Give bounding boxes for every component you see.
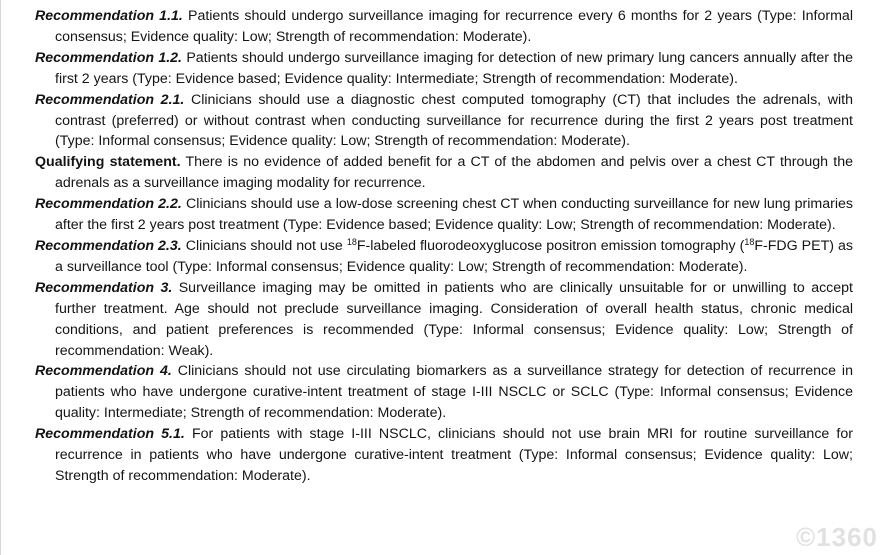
recommendation-2-1	[35, 90, 853, 153]
recommendation-text: Patients should undergo surveillance imaging for recurrence every 6 months for 2 years (Type: Informal consensus; Evidence quality: Low; Strength of recommendation: Moderate).	[55, 8, 853, 45]
recommendation-4	[35, 361, 853, 424]
recommendation-2-2	[35, 194, 853, 236]
recommendation-5-1	[35, 424, 853, 487]
recommendation-label: Recommendation 5.1.	[35, 426, 185, 443]
watermark-logo: ©1360	[796, 522, 878, 552]
recommendation-text: Clinicians should use a diagnostic chest computed tomography (CT) that includes the adrenals, with contrast (preferred) or without contrast when conducting surveillance for recurrence during the first 2 years post treatment (Type: Informal consensus; Evidence quality: Low; Strength of recommendation: Moderate).	[55, 91, 853, 150]
qualifying-statement-label: Qualifying statement.	[35, 154, 181, 171]
recommendation-text: Clinicians should not use circulating biomarkers as a surveillance strategy for detection of recurrence in patients who have undergone curative-intent treatment of stage I-III NSCLC or SCLC (Type: Informal consensus; Evidence quality: Intermediate; Strength of recommendation: Moderate).	[55, 363, 853, 422]
isotope-superscript: 18	[346, 236, 357, 247]
recommendation-1-1	[35, 6, 853, 48]
recommendation-2-3	[35, 236, 853, 278]
recommendation-1-2	[35, 48, 853, 90]
recommendation-list	[35, 6, 853, 487]
recommendation-label: Recommendation 1.2.	[35, 49, 182, 66]
recommendation-text: Surveillance imaging may be omitted in patients who are clinically unsuitable for or unwilling to accept further treatment. Age should not preclude surveillance imaging. Consideration of overall health status, chronic medical conditions, and patient preferences is recommended (Type: Informal consensus; Evidence quality: Low; Strength of recommendation: Weak).	[55, 279, 853, 359]
isotope-superscript: 18	[744, 236, 755, 247]
recommendation-text-part: F-labeled fluorodeoxyglucose positron emission tomography (	[356, 237, 745, 254]
recommendation-3	[35, 278, 853, 362]
recommendation-label: Recommendation 2.3.	[35, 237, 182, 254]
recommendation-label: Recommendation 2.1.	[35, 91, 185, 108]
recommendation-label: Recommendation 4.	[35, 363, 172, 380]
qualifying-statement-text: There is no evidence of added benefit for a CT of the abdomen and pelvis over a chest CT through the adrenals as a surveillance imaging modality for recurrence.	[55, 154, 853, 192]
recommendation-label: Recommendation 1.1.	[35, 8, 183, 24]
qualifying-statement	[35, 152, 853, 194]
recommendation-text: Clinicians should use a low-dose screening chest CT when conducting surveillance for new lung primaries after the first 2 years post treatment (Type: Evidence based; Evidence quality: Low; Strength of recommendation: Moderate).	[55, 196, 853, 234]
recommendation-text-part: Clinicians should not use	[185, 237, 347, 254]
recommendation-text: For patients with stage I-III NSCLC, clinicians should not use brain MRI for routine surveillance for recurrence in patients who have undergone curative-intent treatment (Type: Informal consensus; Evidence quality: Low; Strength of recommendation: Moderate).	[55, 426, 853, 484]
recommendation-text: Patients should undergo surveillance imaging for detection of new primary lung cancers annually after the first 2 years (Type: Evidence based; Evidence quality: Intermediate; Strength of recommendation: Moderate).	[55, 49, 853, 87]
recommendation-text-part: F-FDG PET) as a surveillance tool (Type: Informal consensus; Evidence quality: Low; Strength of recommendation: Moderate).	[55, 237, 853, 275]
recommendation-label: Recommendation 2.2.	[35, 196, 182, 213]
recommendation-label: Recommendation 3.	[35, 279, 173, 296]
